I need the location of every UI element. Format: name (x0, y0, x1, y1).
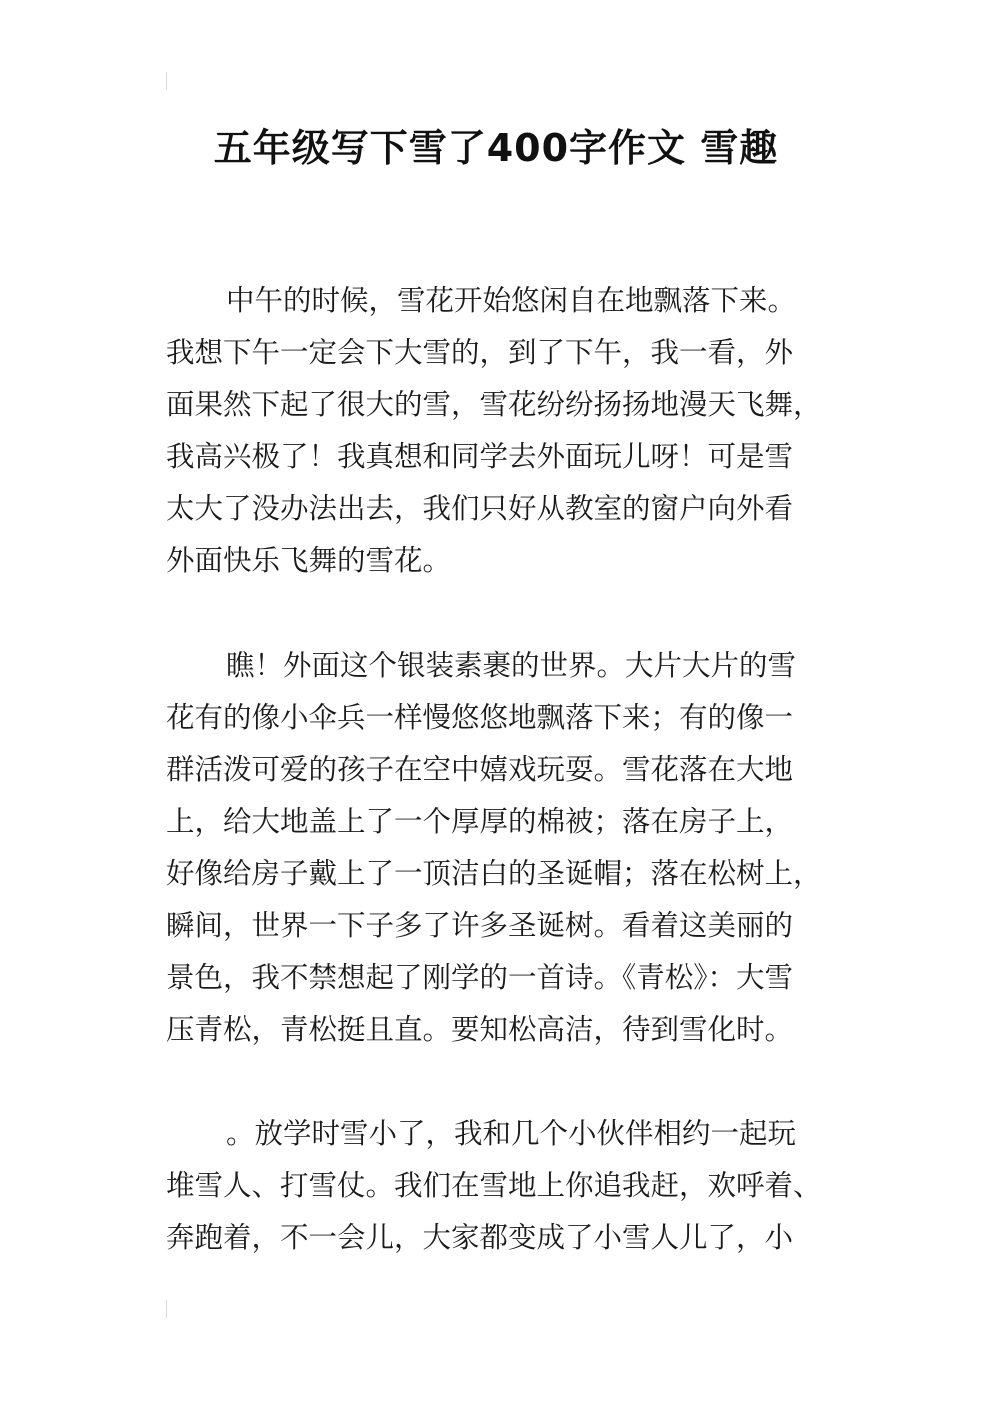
paragraph-line: 好像给房子戴上了一顶洁白的圣诞帽；落在松树上， (166, 857, 822, 890)
paragraph-line: 。放学时雪小了，我和几个小伙伴相约一起玩 (226, 1117, 797, 1150)
paragraph-line: 花有的像小伞兵一样慢悠悠地飘落下来；有的像一 (166, 701, 794, 734)
paragraph-line: 景色，我不禁想起了刚学的一首诗。《青松》：大雪 (166, 961, 794, 994)
paragraph-line: 压青松，青松挺且直。要知松高洁，待到雪化时。 (166, 1013, 794, 1046)
paragraph-3 (166, 1108, 838, 1264)
paragraph-line: 群活泼可爱的孩子在空中嬉戏玩耍。雪花落在大地 (166, 753, 794, 786)
paragraph-line: 面果然下起了很大的雪，雪花纷纷扬扬地漫天飞舞， (166, 388, 822, 421)
paragraph-line: 中午的时候，雪花开始悠闲自在地飘落下来。 (226, 284, 797, 317)
paragraph-line: 太大了没办法出去，我们只好从教室的窗户向外看 (166, 492, 794, 525)
paragraph-line: 我高兴极了！我真想和同学去外面玩儿呀！可是雪 (166, 440, 794, 473)
paragraph-line: 我想下午一定会下大雪的，到了下午，我一看，外 (166, 336, 794, 369)
paragraph-2 (166, 640, 838, 1056)
paragraph-line: 堆雪人、打雪仗。我们在雪地上你追我赶，欢呼着、 (166, 1169, 822, 1202)
paragraph-1 (166, 275, 838, 587)
paragraph-line: 外面快乐飞舞的雪花。 (166, 544, 452, 577)
paragraph-line: 上，给大地盖上了一个厚厚的棉被；落在房子上， (166, 805, 794, 838)
page-corner-mark-bottom (166, 1300, 167, 1318)
paragraph-line: 奔跑着，不一会儿，大家都变成了小雪人儿了，小 (166, 1221, 794, 1254)
paragraph-line: 瞬间，世界一下子多了许多圣诞树。看着这美丽的 (166, 909, 794, 942)
paragraph-line: 瞧！外面这个银装素裹的世界。大片大片的雪 (226, 649, 797, 682)
page-corner-mark-top (166, 72, 167, 90)
document-title: 五年级写下雪了400字作文 雪趣 (213, 126, 779, 170)
